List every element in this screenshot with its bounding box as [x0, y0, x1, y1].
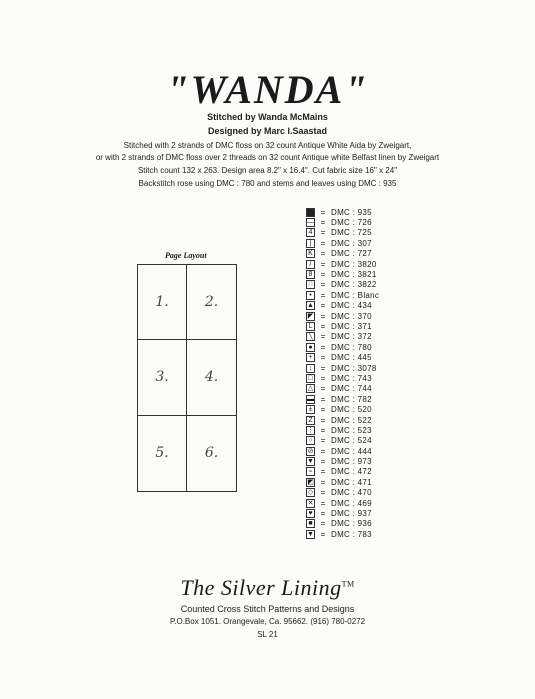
legend-symbol-icon: ╲: [306, 332, 315, 341]
legend-code: DMC : 370: [331, 311, 372, 321]
legend-code: DMC : 434: [331, 301, 372, 311]
designed-by: Designed by Marc I.Saastad: [207, 126, 328, 136]
legend-code: DMC : 3822: [331, 280, 377, 290]
legend-equals: =: [320, 425, 326, 435]
legend-symbol-icon: ◇: [307, 489, 314, 497]
info-line-3: Stitch count 132 x 263. Design area 8.2" x 16.4". Cut fabric size 16" x 24": [137, 166, 398, 175]
legend-row: [306, 269, 379, 279]
legend-equals: =: [320, 373, 326, 383]
legend-equals: =: [320, 207, 326, 217]
legend-code: DMC : Blanc: [331, 290, 380, 300]
legend-equals: =: [320, 384, 326, 394]
layout-cell-1: 1.: [138, 265, 187, 340]
legend-equals: =: [320, 332, 326, 342]
legend-symbol-icon: •: [306, 291, 315, 300]
legend-symbol-icon: ↓: [306, 364, 315, 373]
legend-symbol-icon: 4: [306, 228, 315, 237]
legend-row: [306, 425, 379, 435]
legend-symbol-icon: ±: [306, 405, 315, 414]
pattern-title: "WANDA": [166, 67, 369, 112]
legend-row: [306, 394, 379, 404]
legend-symbol-icon: |: [306, 239, 315, 248]
legend-code: DMC : 469: [331, 498, 372, 508]
legend-symbol-icon: ♥: [306, 509, 315, 518]
legend-row: [306, 321, 379, 331]
legend-equals: =: [320, 321, 326, 331]
page-layout-label: Page Layout: [165, 251, 207, 260]
legend-code: DMC : 445: [331, 353, 372, 363]
legend-equals: =: [320, 405, 326, 415]
legend-row: [306, 404, 379, 414]
legend-row: [306, 456, 379, 466]
legend-equals: =: [320, 280, 326, 290]
legend-code: DMC : 524: [331, 436, 372, 446]
legend-equals: =: [320, 238, 326, 248]
color-legend: [306, 207, 379, 540]
legend-code: DMC : 3821: [331, 270, 377, 280]
brand-logo: [0, 575, 535, 601]
legend-code: DMC : 472: [331, 467, 372, 477]
legend-equals: =: [320, 228, 326, 238]
legend-equals: =: [320, 270, 326, 280]
legend-equals: =: [320, 394, 326, 404]
legend-symbol-icon: /: [306, 260, 315, 269]
legend-row: [306, 373, 379, 383]
legend-equals: =: [320, 498, 326, 508]
info-line-2: or with 2 strands of DMC floss over 2 threads on 32 count Antique white Belfast linen by Zweigart: [95, 153, 440, 162]
legend-equals: =: [320, 249, 326, 259]
legend-symbol-icon: ▬: [307, 395, 314, 403]
legend-equals: =: [320, 415, 326, 425]
legend-symbol-icon: ⋮: [307, 426, 314, 434]
legend-code: DMC : 744: [331, 384, 372, 394]
brand-tagline: Counted Cross Stitch Patterns and Designs: [180, 604, 355, 614]
layout-cell-5: 5.: [138, 416, 187, 491]
legend-equals: =: [320, 311, 326, 321]
legend-equals: =: [320, 363, 326, 373]
info-line-4: Backstitch rose using DMC : 780 and stems and leaves using DMC : 935: [138, 179, 397, 188]
legend-equals: =: [320, 467, 326, 477]
legend-symbol-icon: ○: [306, 436, 315, 445]
brand-address: P.O.Box 1051. Orangevale, Ca. 95662. (916) 780-0272: [169, 617, 366, 626]
brand-name: The Silver Lining: [180, 575, 342, 600]
legend-row: [306, 529, 379, 539]
trademark-mark: TM: [341, 579, 355, 589]
legend-code: DMC : 782: [331, 394, 372, 404]
legend-code: DMC : 725: [331, 228, 372, 238]
legend-row: [306, 342, 379, 352]
legend-code: DMC : 522: [331, 415, 372, 425]
layout-cell-6: 6.: [204, 445, 219, 462]
legend-code: DMC : 935: [331, 207, 372, 217]
legend-equals: =: [320, 259, 326, 269]
legend-code: DMC : 307: [331, 238, 372, 248]
legend-row: [306, 207, 379, 217]
legend-row: [306, 217, 379, 227]
legend-row: [306, 415, 379, 425]
legend-row: [306, 446, 379, 456]
legend-equals: =: [320, 488, 326, 498]
legend-symbol-icon: △: [307, 385, 314, 393]
legend-symbol-icon: ▼: [307, 458, 314, 466]
legend-equals: =: [320, 457, 326, 467]
legend-row: [306, 477, 379, 487]
stitched-by: Stitched by Wanda McMains: [207, 112, 328, 122]
legend-row: [306, 301, 379, 311]
legend-symbol-icon: ∷: [306, 280, 315, 289]
legend-symbol-icon: —: [307, 219, 314, 227]
legend-equals: =: [320, 446, 326, 456]
legend-code: DMC : 743: [331, 373, 372, 383]
legend-code: DMC : 471: [331, 477, 372, 487]
legend-symbol-icon: □: [306, 374, 315, 383]
legend-row: [306, 436, 379, 446]
pattern-code: SL 21: [257, 630, 278, 639]
legend-code: DMC : 936: [331, 519, 372, 529]
legend-code: DMC : 523: [331, 425, 372, 435]
legend-code: DMC : 444: [331, 446, 372, 456]
legend-row: [306, 332, 379, 342]
legend-code: DMC : 726: [331, 218, 372, 228]
legend-equals: =: [320, 529, 326, 539]
legend-equals: =: [320, 218, 326, 228]
legend-equals: =: [320, 301, 326, 311]
legend-equals: =: [320, 342, 326, 352]
legend-code: DMC : 780: [331, 342, 372, 352]
legend-symbol-icon: K: [306, 249, 315, 258]
legend-code: DMC : 372: [331, 332, 372, 342]
legend-symbol-icon: +: [306, 353, 315, 362]
legend-symbol-icon: ◩: [307, 478, 314, 486]
layout-cell-3: 3.: [138, 340, 187, 415]
legend-symbol-icon: L: [306, 322, 315, 331]
legend-row: [306, 384, 379, 394]
legend-symbol-icon: ✕: [307, 499, 314, 507]
legend-row: [306, 467, 379, 477]
legend-row: [306, 363, 379, 373]
legend-symbol-icon: ▲: [307, 302, 314, 310]
layout-cell-4: 4.: [187, 340, 236, 415]
legend-code: DMC : 3078: [331, 363, 377, 373]
legend-row: [306, 280, 379, 290]
legend-symbol-icon: ■: [306, 519, 315, 528]
legend-row: [306, 311, 379, 321]
legend-equals: =: [320, 509, 326, 519]
legend-equals: =: [320, 519, 326, 529]
legend-symbol-icon: 8: [306, 270, 315, 279]
legend-code: DMC : 520: [331, 405, 372, 415]
legend-row: [306, 290, 379, 300]
legend-symbol-icon: [306, 208, 315, 217]
legend-code: DMC : 783: [331, 529, 372, 539]
page-layout-grid: [137, 264, 237, 492]
legend-symbol-icon: ◤: [307, 312, 314, 320]
layout-cell-2: 2.: [187, 265, 236, 340]
legend-equals: =: [320, 290, 326, 300]
legend-symbol-icon: ⊘: [307, 447, 314, 455]
legend-code: DMC : 470: [331, 488, 372, 498]
legend-code: DMC : 727: [331, 249, 372, 259]
legend-equals: =: [320, 353, 326, 363]
legend-symbol-icon: ▼: [307, 530, 314, 538]
legend-code: DMC : 937: [331, 509, 372, 519]
legend-row: [306, 352, 379, 362]
legend-equals: =: [320, 477, 326, 487]
legend-row: [306, 238, 379, 248]
legend-row: [306, 519, 379, 529]
legend-equals: =: [320, 436, 326, 446]
legend-row: [306, 249, 379, 259]
legend-symbol-icon: ∘: [306, 467, 315, 476]
legend-code: DMC : 371: [331, 321, 372, 331]
legend-code: DMC : 973: [331, 457, 372, 467]
legend-symbol-icon: Z: [306, 416, 315, 425]
legend-row: [306, 259, 379, 269]
legend-symbol-icon: ●: [306, 343, 315, 352]
info-line-1: Stitched with 2 strands of DMC floss on 32 count Antique White Aida by Zweigart,: [123, 141, 412, 150]
legend-row: [306, 228, 379, 238]
legend-row: [306, 488, 379, 498]
legend-row: [306, 498, 379, 508]
legend-row: [306, 508, 379, 518]
legend-code: DMC : 3820: [331, 259, 377, 269]
